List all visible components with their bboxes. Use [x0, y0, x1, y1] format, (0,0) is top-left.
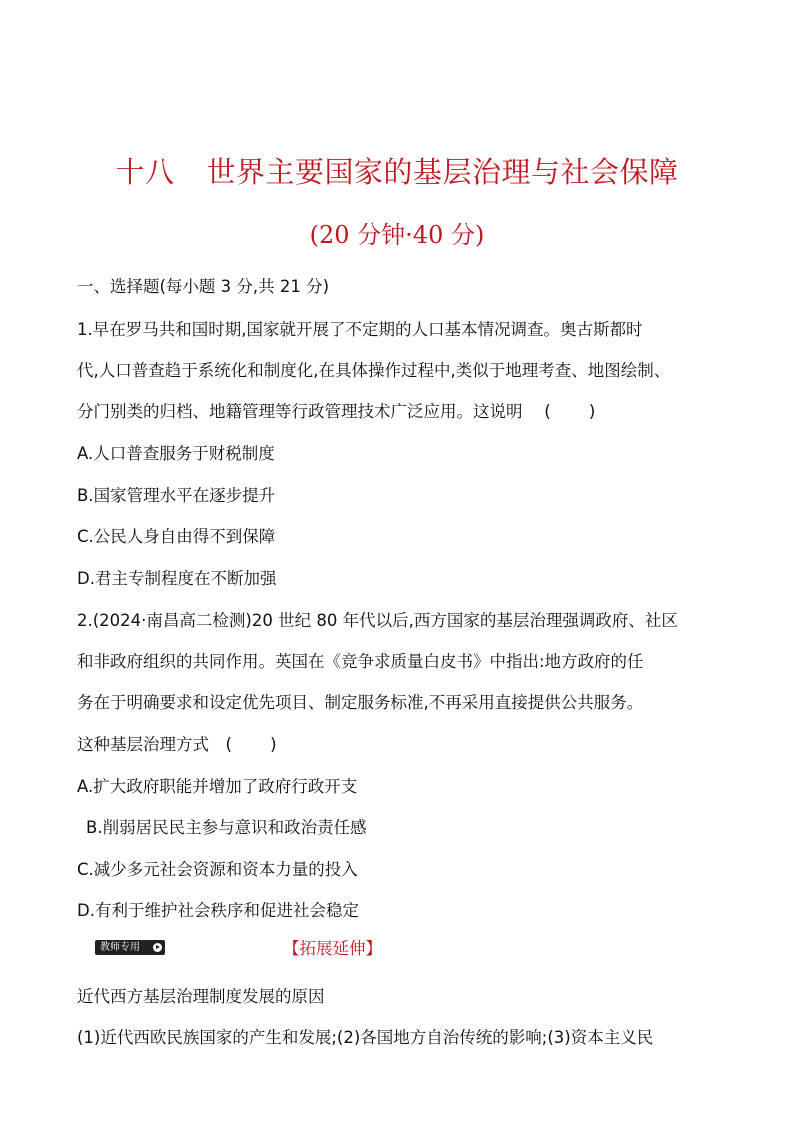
q1-stem-line-2: 代,人口普查趋于系统化和制度化,在具体操作过程中,类似于地理考查、地图绘制、 [77, 361, 671, 380]
section-heading: 一、选择题(每小题 3 分,共 21 分) [77, 277, 330, 296]
q2-stem-line-1: 2.(2024·南昌高二检测)20 世纪 80 年代以后,西方国家的基层治理强调政府、社区 [77, 611, 678, 630]
teacher-only-badge [95, 940, 165, 955]
extension-text: (1)近代西欧民族国家的产生和发展;(2)各国地方自治传统的影响;(3)资本主义民 [77, 1028, 654, 1047]
q1-option-d: D.君主专制程度在不断加强 [77, 569, 277, 588]
q1-option-c: C.公民人身自由得不到保障 [77, 527, 276, 546]
q2-option-a: A.扩大政府职能并增加了政府行政开支 [77, 777, 358, 796]
q1-stem-line-1: 1.早在罗马共和国时期,国家就开展了不定期的人口基本情况调查。奥古斯都时 [77, 320, 643, 339]
q2-stem-line-2: 和非政府组织的共同作用。英国在《竞争求质量白皮书》中指出:地方政府的任 [77, 652, 644, 671]
q1-option-a: A.人口普查服务于财税制度 [77, 444, 275, 463]
q2-option-d: D.有利于维护社会秩序和促进社会稳定 [77, 901, 359, 920]
title-text: 世界主要国家的基层治理与社会保障 [206, 155, 679, 189]
time-score-subtitle: (20 分钟·40 分) [309, 221, 485, 249]
page-title [0, 150, 794, 191]
extension-heading: 近代西方基层治理制度发展的原因 [77, 987, 325, 1006]
q2-option-b: B.削弱居民民主参与意识和政治责任感 [86, 818, 367, 837]
title-number: 十八 [115, 155, 175, 189]
q1-option-b: B.国家管理水平在逐步提升 [77, 486, 276, 505]
q2-stem-line-4: 这种基层治理方式 ( ) [77, 735, 277, 754]
play-circle-icon [153, 943, 162, 952]
q2-option-c: C.减少多元社会资源和资本力量的投入 [77, 860, 358, 879]
teacher-only-label: 教师专用 [100, 942, 140, 953]
q2-stem-line-3: 务在于明确要求和设定优先项目、制定服务标准,不再采用直接提供公共服务。 [77, 693, 644, 712]
q1-stem-line-3: 分门别类的归档、地籍管理等行政管理技术广泛应用。这说明 ( ) [77, 402, 596, 421]
extension-label: 【拓展延伸】 [283, 939, 382, 958]
